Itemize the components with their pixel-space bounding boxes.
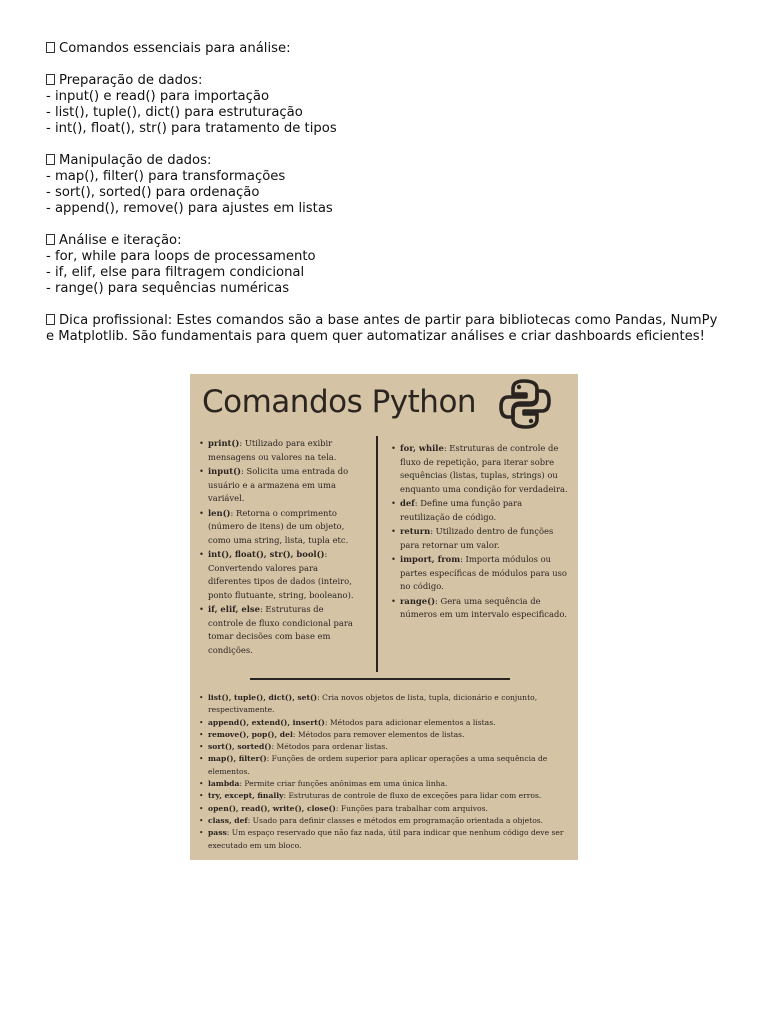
section-item: - append(), remove() para ajustes em listas [46,201,333,216]
list-item: • list(), tuple(), dict(), set(): Cria novos objetos de lista, tupla, dicionário e conjunto, respectivamente. [199,692,574,717]
section-heading: Análise e iteração: [46,233,726,249]
section-heading: Manipulação de dados: [46,153,726,169]
list-item: • return: Utilizado dentro de funções para retornar um valor. [391,525,571,552]
python-commands-image [190,374,578,860]
list-item: • lambda: Permite criar funções anônimas em uma única linha. [199,778,574,790]
list-item: • if, elif, else: Estruturas de controle de fluxo condicional para tomar decisões com base em condições. [199,603,359,657]
section-item: - int(), float(), str() para tratamento de tipos [46,121,337,136]
list-item: • remove(), pop(), del: Métodos para remover elementos de listas. [199,729,574,741]
bottom-list [199,692,574,852]
missing-emoji-icon [46,154,55,165]
list-item: • open(), read(), write(), close(): Funções para trabalhar com arquivos. [199,803,574,815]
card-title: Comandos Python [202,384,477,420]
section-item: - range() para sequências numéricas [46,281,290,296]
missing-emoji-icon [46,42,55,53]
section-heading: Preparação de dados: [46,73,726,89]
list-item: • def: Define uma função para reutilização de código. [391,497,571,524]
list-item: • for, while: Estruturas de controle de fluxo de repetição, para iterar sobre sequências (listas, tuplas, strings) ou enquanto uma condição for verdadeira. [391,442,571,496]
list-item: • input(): Solicita uma entrada do usuário e a armazena em uma variável. [199,465,359,506]
list-item: • pass: Um espaço reservado que não faz nada, útil para indicar que nenhum código deve ser executado em um bloco. [199,827,574,852]
list-item: • print(): Utilizado para exibir mensagens ou valores na tela. [199,437,359,464]
list-item: • class, def: Usado para definir classes e métodos em programação orientada a objetos. [199,815,574,827]
list-item: • map(), filter(): Funções de ordem superior para aplicar operações a uma sequência de elementos. [199,753,574,778]
post-text [46,41,726,345]
section-item: - for, while para loops de processamento [46,249,316,264]
list-item: • range(): Gera uma sequência de números em um intervalo especificado. [391,595,571,622]
missing-emoji-icon [46,74,55,85]
missing-emoji-icon [46,314,55,325]
section-item: - if, elif, else para filtragem condicional [46,265,305,280]
list-item: • sort(), sorted(): Métodos para ordenar listas. [199,741,574,753]
left-column-list [199,437,359,658]
section-item: - sort(), sorted() para ordenação [46,185,260,200]
right-column-list [391,442,571,623]
section-item: - input() e read() para importação [46,89,270,104]
section-item: - list(), tuple(), dict() para estruturação [46,105,303,120]
python-logo-icon [498,377,552,431]
post-title: Comandos essenciais para análise: [59,41,291,56]
list-item: • append(), extend(), insert(): Métodos para adicionar elementos a listas. [199,717,574,729]
column-divider [376,436,378,672]
list-item: • len(): Retorna o comprimento (número de itens) de um objeto, como uma string, lista, tupla etc. [199,507,359,548]
list-item: • import, from: Importa módulos ou partes específicas de módulos para uso no código. [391,553,571,594]
pro-tip: Dica profissional: Estes comandos são a base antes de partir para bibliotecas como Pandas, NumPy e Matplotlib. São fundamentais para quem quer automatizar análises e criar dashboards eficientes! [46,313,718,344]
section-divider [250,678,510,680]
post-title-line [46,41,726,57]
section-item: - map(), filter() para transformações [46,169,286,184]
list-item: • int(), float(), str(), bool(): Convertendo valores para diferentes tipos de dados (inteiro, ponto flutuante, string, booleano). [199,548,359,602]
list-item: • try, except, finally: Estruturas de controle de fluxo de exceções para lidar com erros. [199,790,574,802]
missing-emoji-icon [46,234,55,245]
